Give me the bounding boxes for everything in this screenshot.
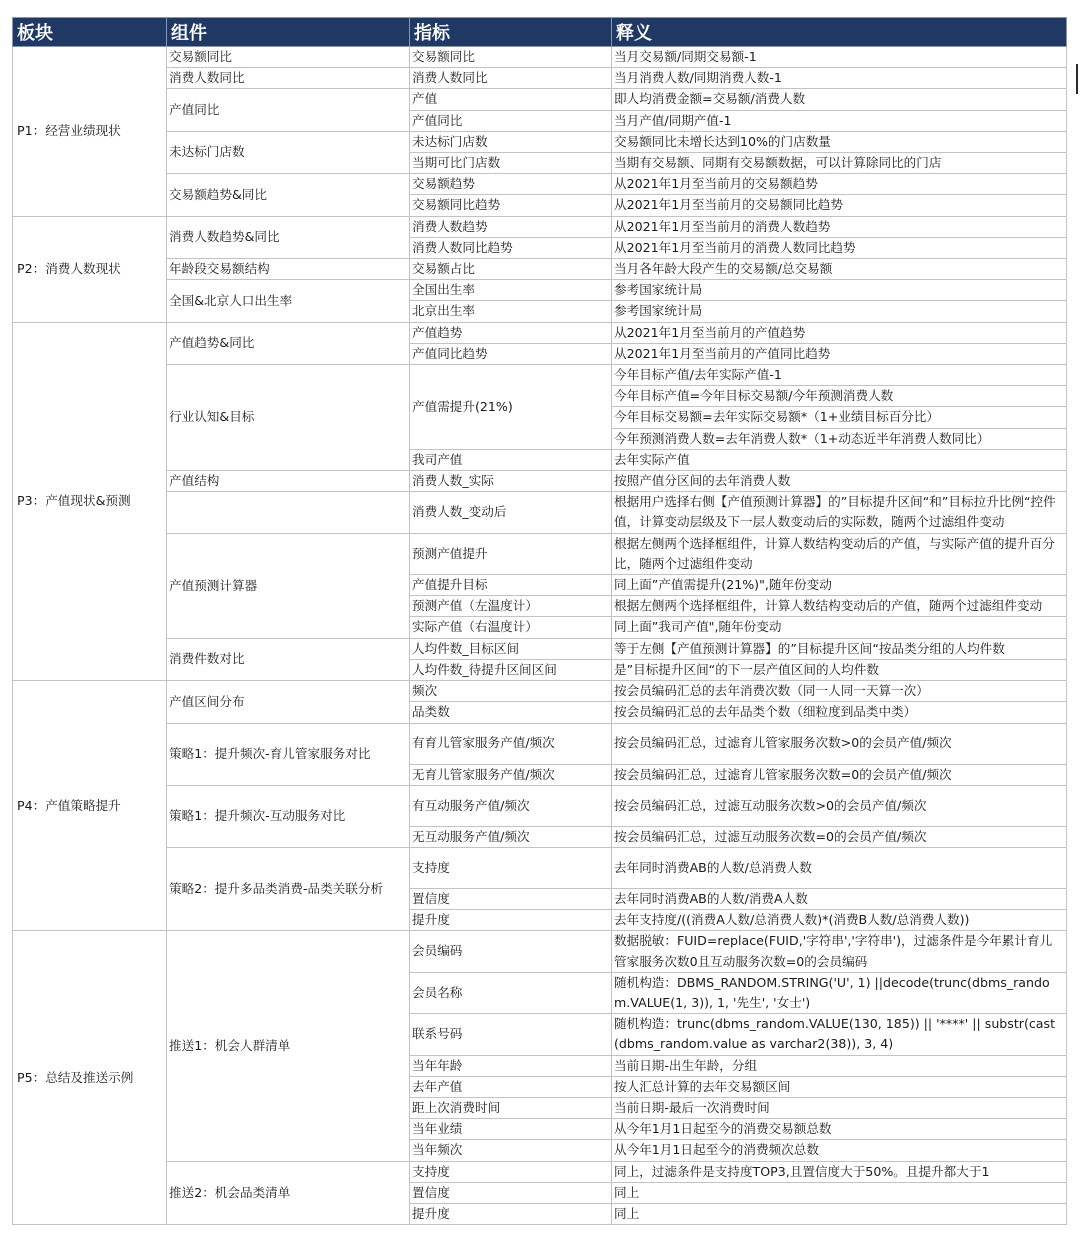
metric-cell: 有互动服务产值/频次 — [410, 785, 612, 826]
metric-cell: 消费人数同比趋势 — [410, 237, 612, 258]
component-cell: 产值区间分布 — [167, 681, 410, 723]
definition-cell: 随机构造：trunc(dbms_random.VALUE(130, 185)) || '****' || substr(cast(dbms_random.value as varchar2(38)), 3, 4) — [612, 1014, 1067, 1055]
definition-cell: 参考国家统计局 — [612, 301, 1067, 322]
component-cell: 产值趋势&同比 — [167, 322, 410, 364]
edge-mark — [1076, 64, 1078, 94]
component-cell: 推送2：机会品类清单 — [167, 1161, 410, 1225]
metric-cell: 支持度 — [410, 1161, 612, 1182]
component-cell — [167, 492, 410, 533]
table-row — [13, 681, 1067, 702]
definition-cell: 交易额同比未增长达到10%的门店数量 — [612, 131, 1067, 152]
definition-cell: 去年支持度/((消费A人数/总消费人数)*(消费B人数/总消费人数)) — [612, 910, 1067, 931]
metric-cell: 距上次消费时间 — [410, 1097, 612, 1118]
metric-cell: 产值提升目标 — [410, 575, 612, 596]
component-cell: 产值结构 — [167, 471, 410, 492]
definition-cell: 去年同时消费AB的人数/消费A人数 — [612, 888, 1067, 909]
section-cell: P1：经营业绩现状 — [13, 47, 167, 217]
definition-cell: 数据脱敏：FUID=replace(FUID,'字符串','字符串')，过滤条件是今年累计育儿管家服务次数0且互动服务次数=0的会员编码 — [612, 931, 1067, 972]
table-row — [13, 638, 1067, 659]
table-row — [13, 322, 1067, 343]
definition-cell: 同上 — [612, 1182, 1067, 1203]
metric-cell: 频次 — [410, 681, 612, 702]
metric-cell: 全国出生率 — [410, 280, 612, 301]
definition-cell: 今年目标产值=今年目标交易额/今年预测消费人数 — [612, 386, 1067, 407]
metric-cell: 预测产值（左温度计） — [410, 596, 612, 617]
metric-cell: 当年业绩 — [410, 1119, 612, 1140]
metric-cell: 未达标门店数 — [410, 131, 612, 152]
component-cell: 年龄段交易额结构 — [167, 259, 410, 280]
definition-cell: 去年实际产值 — [612, 449, 1067, 470]
section-cell: P3：产值现状&预测 — [13, 322, 167, 680]
definition-cell: 从2021年1月至当前月的交易额同比趋势 — [612, 195, 1067, 216]
definition-cell: 按会员编码汇总，过滤育儿管家服务次数>0的会员产值/频次 — [612, 723, 1067, 764]
definition-cell: 同上，过滤条件是支持度TOP3,且置信度大于50%。且提升都大于1 — [612, 1161, 1067, 1182]
header-component: 组件 — [167, 18, 410, 47]
component-cell: 产值同比 — [167, 89, 410, 131]
metric-cell: 会员名称 — [410, 972, 612, 1013]
metric-cell: 去年产值 — [410, 1076, 612, 1097]
table-row — [13, 259, 1067, 280]
metric-cell: 品类数 — [410, 702, 612, 723]
definition-cell: 参考国家统计局 — [612, 280, 1067, 301]
metric-cell: 产值同比 — [410, 110, 612, 131]
metric-cell: 实际产值（右温度计） — [410, 617, 612, 638]
metric-cell: 交易额同比趋势 — [410, 195, 612, 216]
header-metric: 指标 — [410, 18, 612, 47]
definition-cell: 同上面”产值需提升(21%)",随年份变动 — [612, 575, 1067, 596]
section-cell: P4：产值策略提升 — [13, 681, 167, 931]
component-cell: 推送1：机会人群清单 — [167, 931, 410, 1161]
component-cell: 交易额趋势&同比 — [167, 174, 410, 216]
table-row — [13, 47, 1067, 68]
component-cell: 策略2：提升多品类消费-品类关联分析 — [167, 847, 410, 930]
metric-cell: 消费人数同比 — [410, 68, 612, 89]
metric-cell: 联系号码 — [410, 1014, 612, 1055]
metric-cell: 提升度 — [410, 910, 612, 931]
definition-cell: 当期有交易额、同期有交易额数据，可以计算除同比的门店 — [612, 153, 1067, 174]
metric-cell: 有育儿管家服务产值/频次 — [410, 723, 612, 764]
metric-cell: 交易额趋势 — [410, 174, 612, 195]
table-row — [13, 785, 1067, 826]
definition-cell: 按会员编码汇总的去年品类个数（细粒度到品类中类） — [612, 702, 1067, 723]
metric-cell: 交易额占比 — [410, 259, 612, 280]
metric-cell: 当期可比门店数 — [410, 153, 612, 174]
table-row — [13, 723, 1067, 764]
definition-cell: 根据左侧两个选择框组件，计算人数结构变动后的产值，随两个过滤组件变动 — [612, 596, 1067, 617]
table-row — [13, 68, 1067, 89]
metric-cell: 产值趋势 — [410, 322, 612, 343]
definition-cell: 从今年1月1日起至今的消费交易额总数 — [612, 1119, 1067, 1140]
header-section: 板块 — [13, 18, 167, 47]
definition-cell: 按会员编码汇总的去年消费次数（同一人同一天算一次） — [612, 681, 1067, 702]
definition-cell: 从2021年1月至当前月的产值同比趋势 — [612, 343, 1067, 364]
definition-cell: 当月产值/同期产值-1 — [612, 110, 1067, 131]
metric-cell: 提升度 — [410, 1203, 612, 1224]
metric-cell: 我司产值 — [410, 449, 612, 470]
definition-cell: 从2021年1月至当前月的消费人数趋势 — [612, 216, 1067, 237]
component-cell: 全国&北京人口出生率 — [167, 280, 410, 322]
section-cell: P2：消费人数现状 — [13, 216, 167, 322]
definition-cell: 当月交易额/同期交易额-1 — [612, 47, 1067, 68]
metric-cell: 消费人数趋势 — [410, 216, 612, 237]
table-row — [13, 1161, 1067, 1182]
metric-cell: 消费人数_变动后 — [410, 492, 612, 533]
definition-cell: 从2021年1月至当前月的产值趋势 — [612, 322, 1067, 343]
metric-cell: 无互动服务产值/频次 — [410, 826, 612, 847]
table-row — [13, 492, 1067, 533]
table-row — [13, 365, 1067, 386]
header-definition: 释义 — [612, 18, 1067, 47]
metric-cell: 置信度 — [410, 1182, 612, 1203]
table-row — [13, 89, 1067, 110]
table-row — [13, 280, 1067, 301]
metric-cell: 当年年龄 — [410, 1055, 612, 1076]
metric-cell: 产值同比趋势 — [410, 343, 612, 364]
definition-cell: 当前日期-出生年龄，分组 — [612, 1055, 1067, 1076]
metric-cell: 产值需提升(21%) — [410, 365, 612, 450]
definition-cell: 等于左侧【产值预测计算器】的”目标提升区间“按品类分组的人均件数 — [612, 638, 1067, 659]
metric-cell: 当年频次 — [410, 1140, 612, 1161]
component-cell: 消费人数趋势&同比 — [167, 216, 410, 258]
definition-cell: 当月各年龄大段产生的交易额/总交易额 — [612, 259, 1067, 280]
definition-cell: 按人汇总计算的去年交易额区间 — [612, 1076, 1067, 1097]
definition-cell: 今年目标交易额=去年实际交易额*（1+业绩目标百分比） — [612, 407, 1067, 428]
metrics-table-container — [12, 17, 1067, 1225]
metric-cell: 会员编码 — [410, 931, 612, 972]
definition-cell: 同上面”我司产值",随年份变动 — [612, 617, 1067, 638]
definition-cell: 从2021年1月至当前月的消费人数同比趋势 — [612, 237, 1067, 258]
definition-cell: 去年同时消费AB的人数/总消费人数 — [612, 847, 1067, 888]
table-header-row — [13, 18, 1067, 47]
definition-cell: 从今年1月1日起至今的消费频次总数 — [612, 1140, 1067, 1161]
table-row — [13, 131, 1067, 152]
component-cell: 交易额同比 — [167, 47, 410, 68]
metric-cell: 预测产值提升 — [410, 533, 612, 574]
component-cell: 未达标门店数 — [167, 131, 410, 173]
definition-cell: 是”目标提升区间“的下一层产值区间的人均件数 — [612, 659, 1067, 680]
definition-cell: 根据用户选择右侧【产值预测计算器】的”目标提升区间“和”目标拉升比例“控件值，计算变动层级及下一层人数变动后的实际数，随两个过滤组件变动 — [612, 492, 1067, 533]
definition-cell: 按照产值分区间的去年消费人数 — [612, 471, 1067, 492]
metric-cell: 置信度 — [410, 888, 612, 909]
definition-cell: 今年目标产值/去年实际产值-1 — [612, 365, 1067, 386]
definition-cell: 按会员编码汇总，过滤互动服务次数>0的会员产值/频次 — [612, 785, 1067, 826]
metric-cell: 北京出生率 — [410, 301, 612, 322]
table-row — [13, 216, 1067, 237]
definition-cell: 随机构造：DBMS_RANDOM.STRING('U', 1) ||decode(trunc(dbms_random.VALUE(1, 3)), 1, '先生', '女士') — [612, 972, 1067, 1013]
table-row — [13, 847, 1067, 888]
definition-cell: 根据左侧两个选择框组件，计算人数结构变动后的产值，与实际产值的提升百分比，随两个过滤组件变动 — [612, 533, 1067, 574]
definition-cell: 当月消费人数/同期消费人数-1 — [612, 68, 1067, 89]
definition-cell: 按会员编码汇总，过滤互动服务次数=0的会员产值/频次 — [612, 826, 1067, 847]
metrics-definition-table — [12, 17, 1067, 1225]
component-cell: 策略1：提升频次-育儿管家服务对比 — [167, 723, 410, 785]
metric-cell: 人均件数_目标区间 — [410, 638, 612, 659]
definition-cell: 同上 — [612, 1203, 1067, 1224]
metric-cell: 交易额同比 — [410, 47, 612, 68]
section-cell: P5：总结及推送示例 — [13, 931, 167, 1225]
table-row — [13, 471, 1067, 492]
definition-cell: 今年预测消费人数=去年消费人数*（1+动态近半年消费人数同比） — [612, 428, 1067, 449]
definition-cell: 当前日期-最后一次消费时间 — [612, 1097, 1067, 1118]
component-cell: 消费人数同比 — [167, 68, 410, 89]
component-cell: 消费件数对比 — [167, 638, 410, 680]
metric-cell: 人均件数_待提升区间区间 — [410, 659, 612, 680]
definition-cell: 从2021年1月至当前月的交易额趋势 — [612, 174, 1067, 195]
metric-cell: 支持度 — [410, 847, 612, 888]
component-cell: 产值预测计算器 — [167, 533, 410, 638]
table-row — [13, 931, 1067, 972]
component-cell: 行业认知&目标 — [167, 365, 410, 471]
definition-cell: 按会员编码汇总，过滤育儿管家服务次数=0的会员产值/频次 — [612, 764, 1067, 785]
table-row — [13, 533, 1067, 574]
metric-cell: 无育儿管家服务产值/频次 — [410, 764, 612, 785]
table-row — [13, 174, 1067, 195]
metric-cell: 消费人数_实际 — [410, 471, 612, 492]
component-cell: 策略1：提升频次-互动服务对比 — [167, 785, 410, 847]
definition-cell: 即人均消费金额=交易额/消费人数 — [612, 89, 1067, 110]
metric-cell: 产值 — [410, 89, 612, 110]
